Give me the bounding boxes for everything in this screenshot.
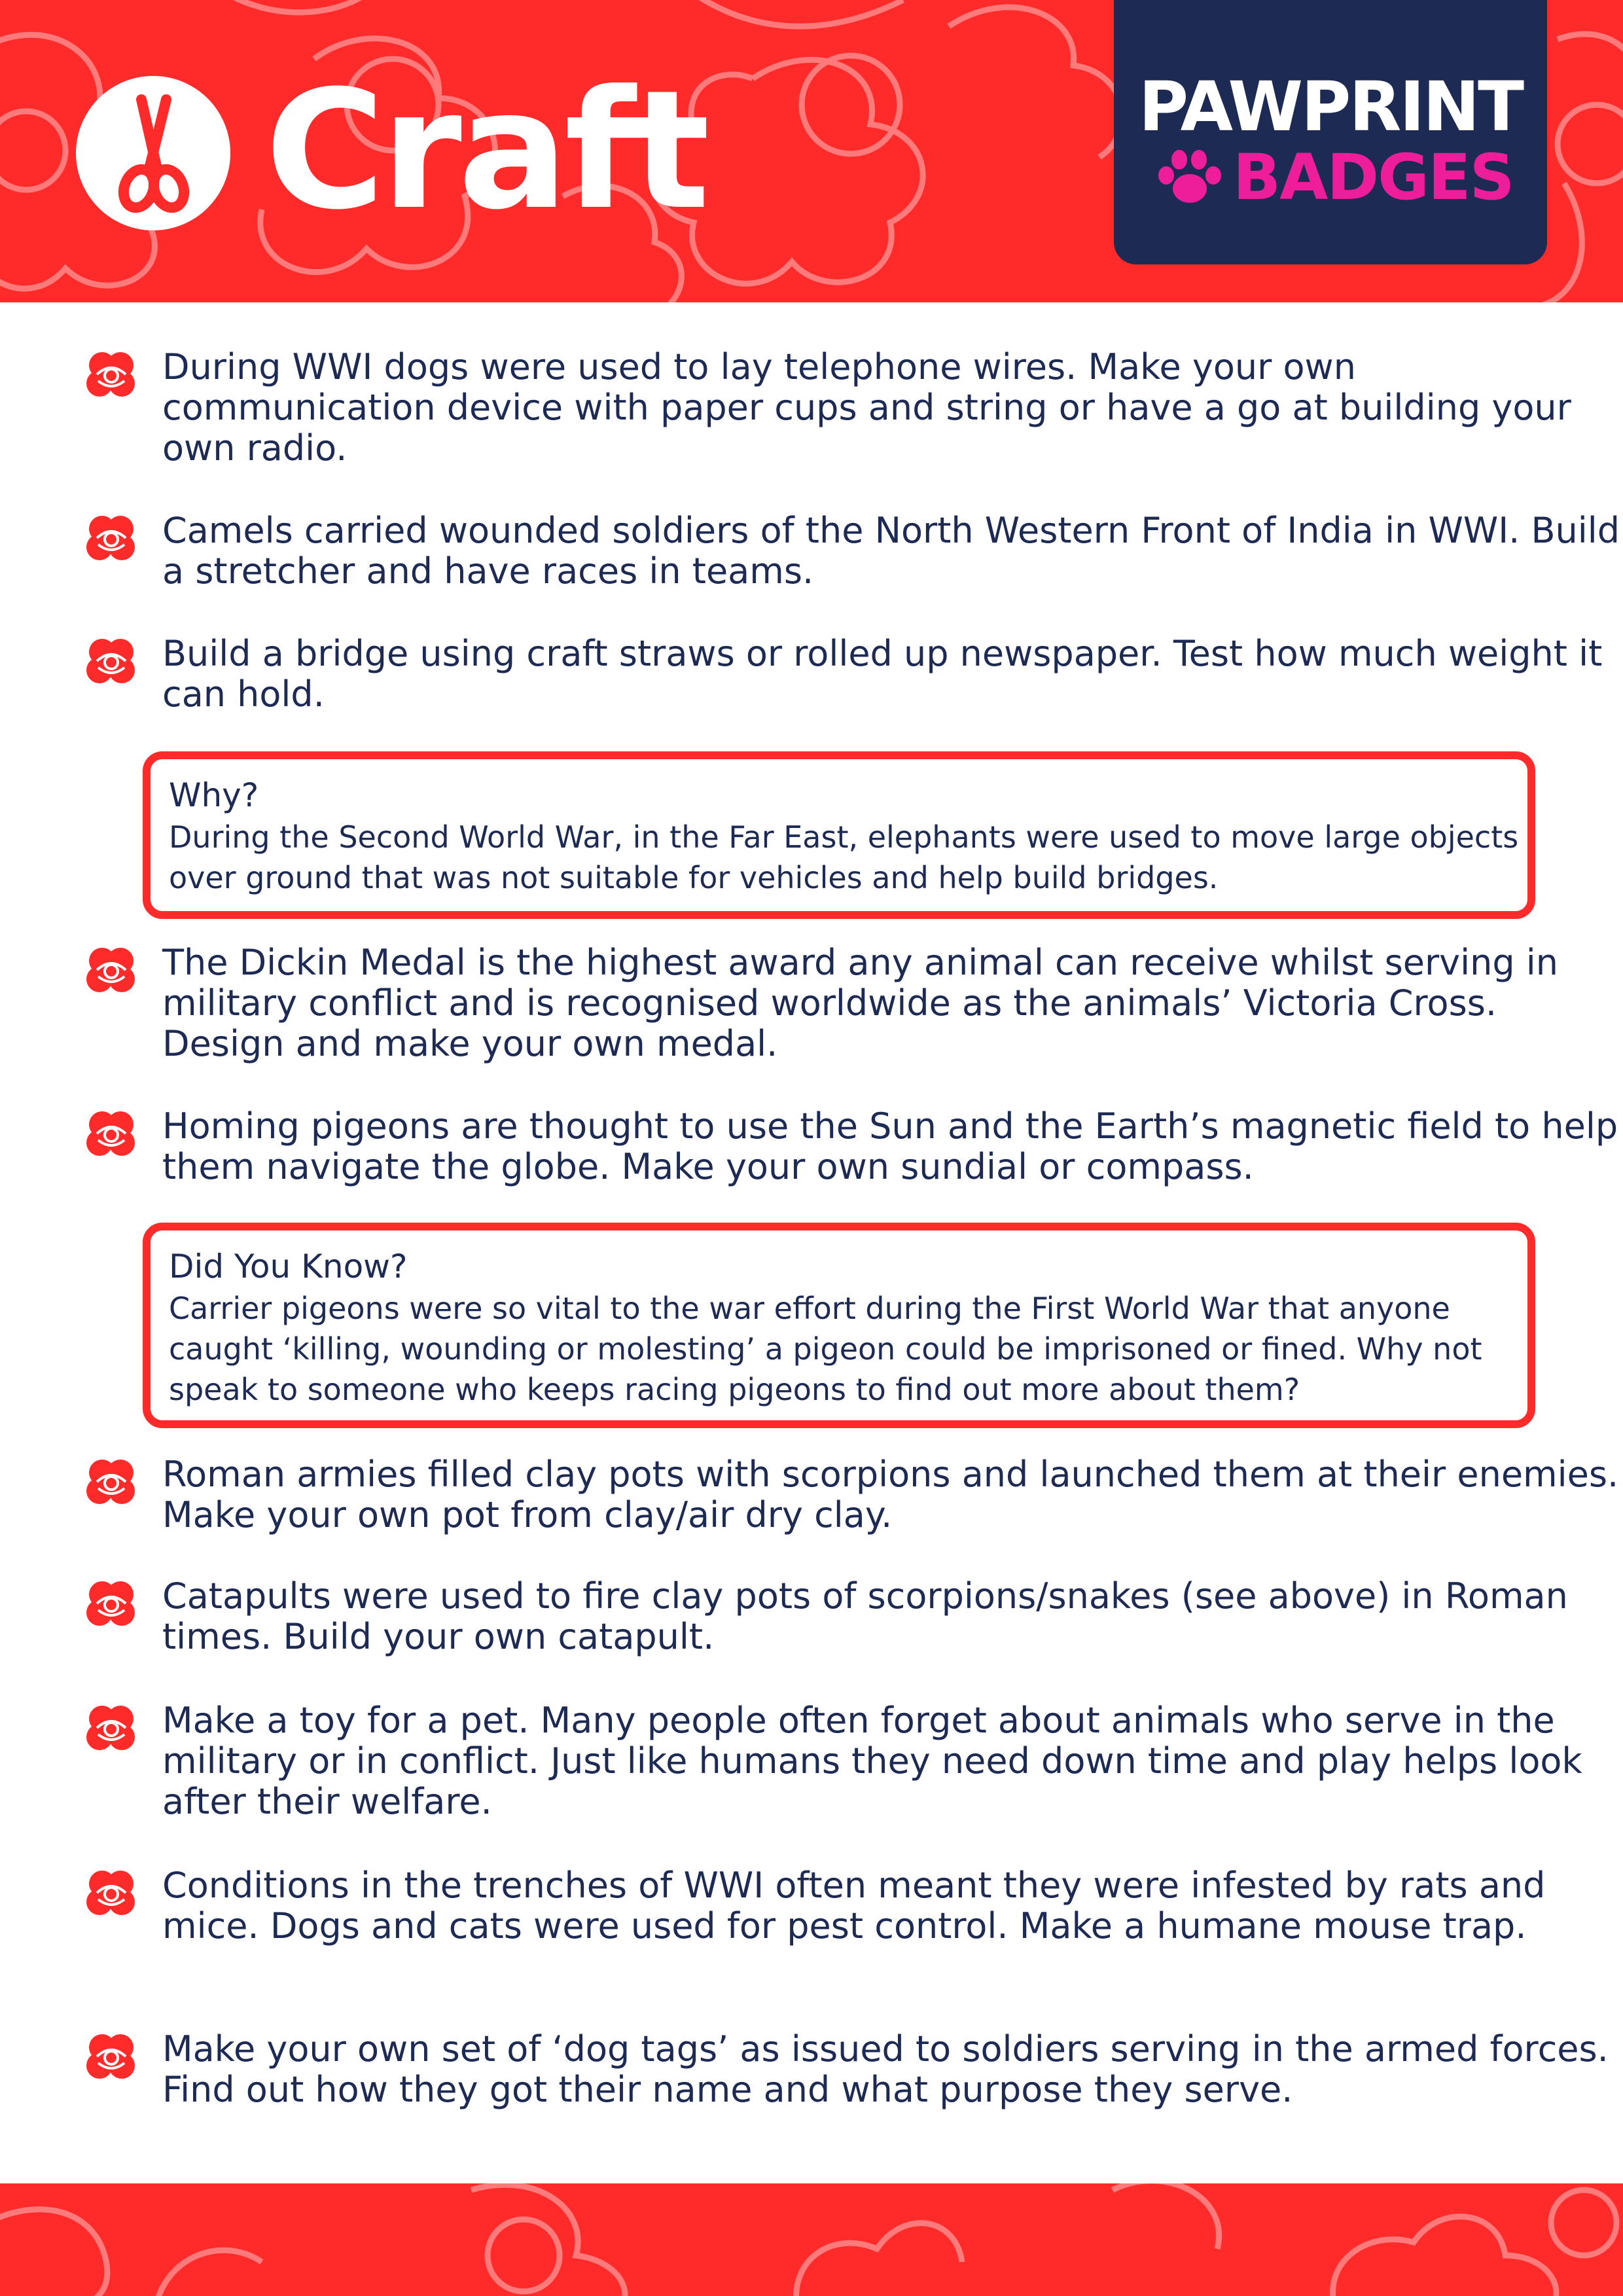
- poppy-bullet-icon: [84, 348, 139, 403]
- item-text: Conditions in the trenches of WWI often meant they were infested by rats and mice. Dogs and cats were used for pest control. Make a humane mouse trap.: [162, 1865, 1546, 1946]
- header-banner: [0, 0, 1623, 302]
- item-text: Roman armies filled clay pots with scorpions and launched them at their enemies. Make your own pot from clay/air dry clay.: [162, 1454, 1619, 1535]
- poppy-bullet-icon: [84, 512, 139, 567]
- scissors-icon: [76, 76, 230, 230]
- poppy-bullet-icon: [84, 1577, 139, 1632]
- item-text: Make a toy for a pet. Many people often forget about animals who serve in the military or in conflict. Just like humans they need down time and play helps look after their welfare.: [162, 1700, 1582, 1822]
- poppy-bullet-icon: [84, 1456, 139, 1511]
- item-text: Make your own set of ‘dog tags’ as issued to soldiers serving in the armed forces. Find out how they got their name and what purpose they serve.: [162, 2028, 1609, 2110]
- item-text: Camels carried wounded soldiers of the North Western Front of India in WWI. Build a stretcher and have races in teams.: [162, 510, 1620, 592]
- scissors-logo: [76, 76, 230, 230]
- callout-title: Did You Know?: [169, 1247, 408, 1285]
- poppy-bullet-icon: [84, 2030, 139, 2085]
- item-text: Build a bridge using craft straws or rolled up newspaper. Test how much weight it can hold.: [162, 633, 1603, 715]
- poppy-bullet-icon: [84, 1867, 139, 1922]
- poppy-bullet-icon: [84, 635, 139, 690]
- footer-banner: [0, 2183, 1623, 2296]
- brand-wordmark-bottom-group: [1154, 141, 1534, 213]
- callout-body: Carrier pigeons were so vital to the war effort during the First World War that anyone caught ‘killing, wounding or molesting’ a pigeon could be imprisoned or fined. Why not speak to someone who keeps racing pigeons to find out more about them?: [169, 1291, 1482, 1407]
- brand-wordmark-top: PAWPRINT: [1138, 67, 1523, 147]
- pawprint-badges-logo: [1114, 0, 1547, 264]
- item-text: The Dickin Medal is the highest award any animal can receive whilst serving in military conflict and is recognised worldwide as the animals’ Victoria Cross. Design and make your own medal.: [162, 942, 1558, 1064]
- poppy-bullet-icon: [84, 1107, 139, 1162]
- paw-icon: [1154, 148, 1222, 209]
- item-text: Catapults were used to fire clay pots of scorpions/snakes (see above) in Roman times. Build your own catapult.: [162, 1575, 1568, 1657]
- callout-title: Why?: [169, 776, 259, 814]
- callout-body: During the Second World War, in the Far East, elephants were used to move large objects over ground that was not suitable for vehicles and help build bridges.: [169, 819, 1519, 895]
- poppy-bullet-icon: [84, 1702, 139, 1757]
- brand-wordmark-badges: BADGES: [1233, 141, 1514, 214]
- poppy-bullet-icon: [84, 944, 139, 999]
- item-text: Homing pigeons are thought to use the Sun and the Earth’s magnetic field to help them navigate the globe. Make your own sundial or compass.: [162, 1105, 1618, 1187]
- page-title: Craft: [265, 55, 706, 245]
- callout-did-you-know: [143, 1223, 1535, 1428]
- poppy-pattern: [0, 2183, 1623, 2296]
- callout-why: [143, 751, 1535, 919]
- item-text: During WWI dogs were used to lay telephone wires. Make your own communication device with paper cups and string or have a go at building your own radio.: [162, 346, 1571, 469]
